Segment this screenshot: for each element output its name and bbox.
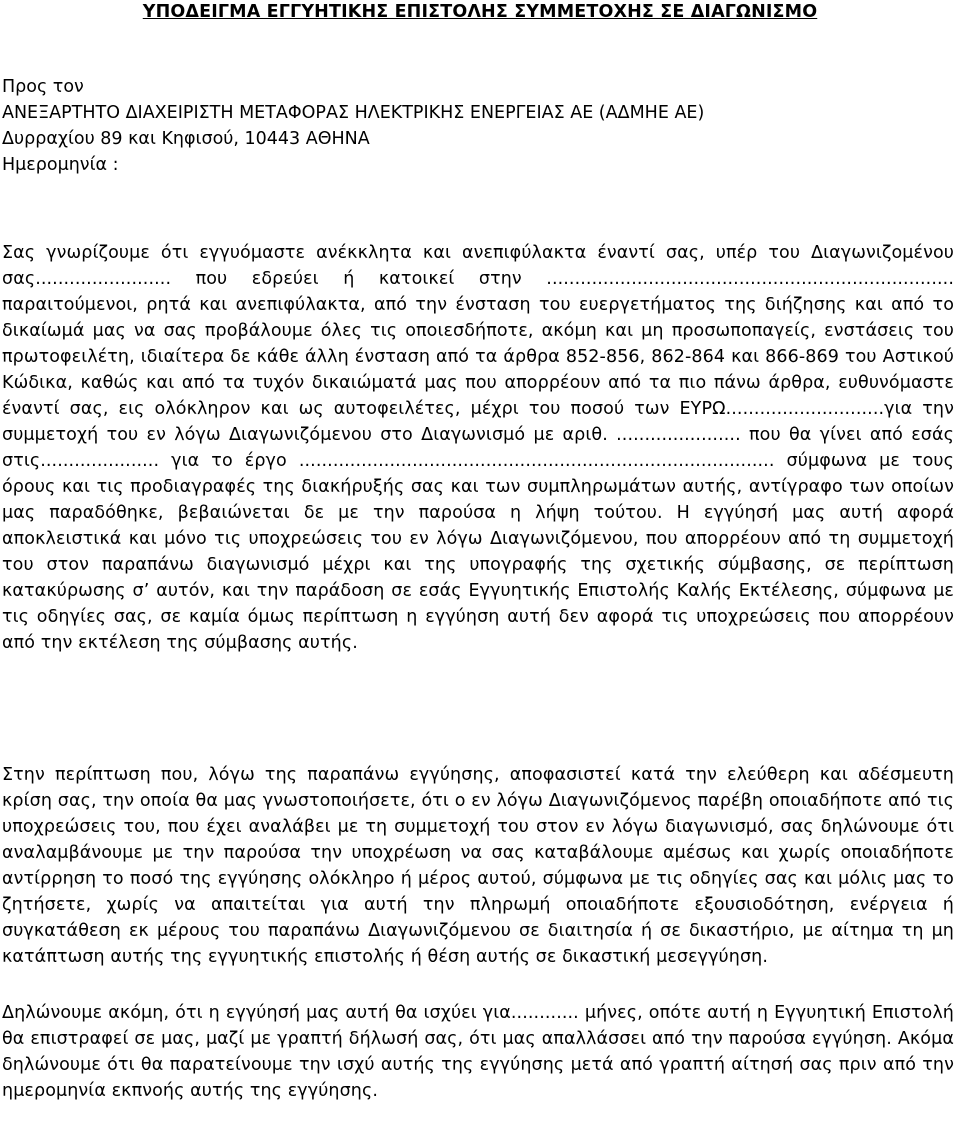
recipient-salutation: Προς τον (2, 77, 84, 97)
validity-paragraph: Δηλώνουμε ακόμη, ότι η εγγύησή μας αυτή θα ισχύει για............ μήνες, οπότε αυτή η Εγγυητική Επιστολή θα επιστραφεί σε μας, μαζί με γραπτή δήλωσή σας, ότι μας απαλλάσσει από την παρούσα εγγύηση. Ακόμα δηλώνουμε ότι θα παρατείνουμε την ισχύ αυτής της εγγύησης μετά από γραπτή αίτησή σας πριν από την ημερομηνία εκπνοής αυτής της εγγύησης. (2, 1003, 954, 1101)
guarantee-paragraph: Σας γνωρίζουμε ότι εγγυόμαστε ανέκκλητα και ανεπιφύλακτα έναντί σας, υπέρ του Διαγωνιζομένου σας........................ που εδρεύει ή κατοικεί στην ........................................................................ παραιτούμενοι, ρητά και ανεπιφύλακτα, από την ένσταση του ευεργετήματος της διήζησης και από το δικαίωμά μας να σας προβάλουμε όλες τις οποιεσδήποτε, ακόμη και μη προσωποπαγείς, ενστάσεις του πρωτοφειλέτη, ιδιαίτερα δε κάθε άλλη ένσταση από τα άρθρα 852-856, 862-864 και 866-869 του Αστικού Κώδικα, καθώς και από τα τυχόν δικαιώματά μας που απορρέουν από τα πιο πάνω άρθρα, ευθυνόμαστε έναντί σας, εις ολόκληρον και ως αυτοφειλέτες, μέχρι του ποσού των ΕΥΡΩ............................για την συμμετοχή του εν λόγω Διαγωνιζόμενου στο Διαγωνισμό με αριθ. ...................... που θα γίνει από εσάς στις..................... για το έργο .................................................................................... σύμφωνα με τους όρους και τις προδιαγραφές της διακήρυξής σας και των συμπληρωμάτων αυτής, αντίγραφο των οποίων μας παραδόθηκε, βεβαιώνεται δε με την παρούσα η λήψη τούτου. Η εγγύησή μας αυτή αφορά αποκλειστικά και μόνο τις υποχρεώσεις του εν λόγω Διαγωνιζόμενου, που απορρέουν από τη συμμετοχή του στον παραπάνω διαγωνισμό μέχρι και της υπογραφής της σχετικής σύμβασης, σε περίπτωση κατακύρωσης σ’ αυτόν, και την παράδοση σε εσάς Εγγυητικής Επιστολής Καλής Εκτέλεσης, σύμφωνα με τις οδηγίες σας, σε καμία όμως περίπτωση η εγγύηση αυτή δεν αφορά τις υποχρεώσεις που απορρέουν από την εκτέλεση της σύμβασης αυτής. (2, 243, 954, 653)
recipient-block (2, 74, 704, 178)
forfeiture-paragraph: Στην περίπτωση που, λόγω της παραπάνω εγγύησης, αποφασιστεί κατά την ελεύθερη και αδέσμευτη κρίση σας, την οποία θα μας γνωστοποιήσετε, ότι ο εν λόγω Διαγωνιζόμενος παρέβη οποιαδήποτε από τις υποχρεώσεις του, που έχει αναλάβει με τη συμμετοχή του στον εν λόγω διαγωνισμό, σας δηλώνουμε ότι αναλαμβάνουμε με την παρούσα την υποχρέωση να σας καταβάλουμε αμέσως και χωρίς οποιαδήποτε αντίρρηση το ποσό της εγγύησης ολόκληρο ή μέρος αυτού, σύμφωνα με τις οδηγίες σας και μόλις μας το ζητήσετε, χωρίς να απαιτείται για αυτή την πληρωμή οποιαδήποτε εξουσιοδότηση, ενέργεια ή συγκατάθεση εκ μέρους του παραπάνω Διαγωνιζόμενου σε διαιτησία ή σε δικαστήριο, με αίτημα τη μη κατάπτωση αυτής της εγγυητικής επιστολής ή θέση αυτής σε δικαστική μεσεγγύηση. (2, 765, 954, 967)
recipient-name: ΑΝΕΞΑΡΤΗΤΟ ΔΙΑΧΕΙΡΙΣΤΗ ΜΕΤΑΦΟΡΑΣ ΗΛΕΚΤΡΙΚΗΣ ΕΝΕΡΓΕΙΑΣ ΑΕ (ΑΔΜΗΕ ΑΕ) (2, 103, 705, 123)
recipient-address: Δυρραχίου 89 και Κηφισού, 10443 ΑΘΗΝΑ (2, 129, 370, 149)
date-label: Ημερομηνία : (2, 155, 119, 175)
document-title: ΥΠΟΔΕΙΓΜΑ ΕΓΓΥΗΤΙΚΗΣ ΕΠΙΣΤΟΛΗΣ ΣΥΜΜΕΤΟΧΗΣ ΣΕ ΔΙΑΓΩΝΙΣΜΟ (142, 2, 818, 22)
